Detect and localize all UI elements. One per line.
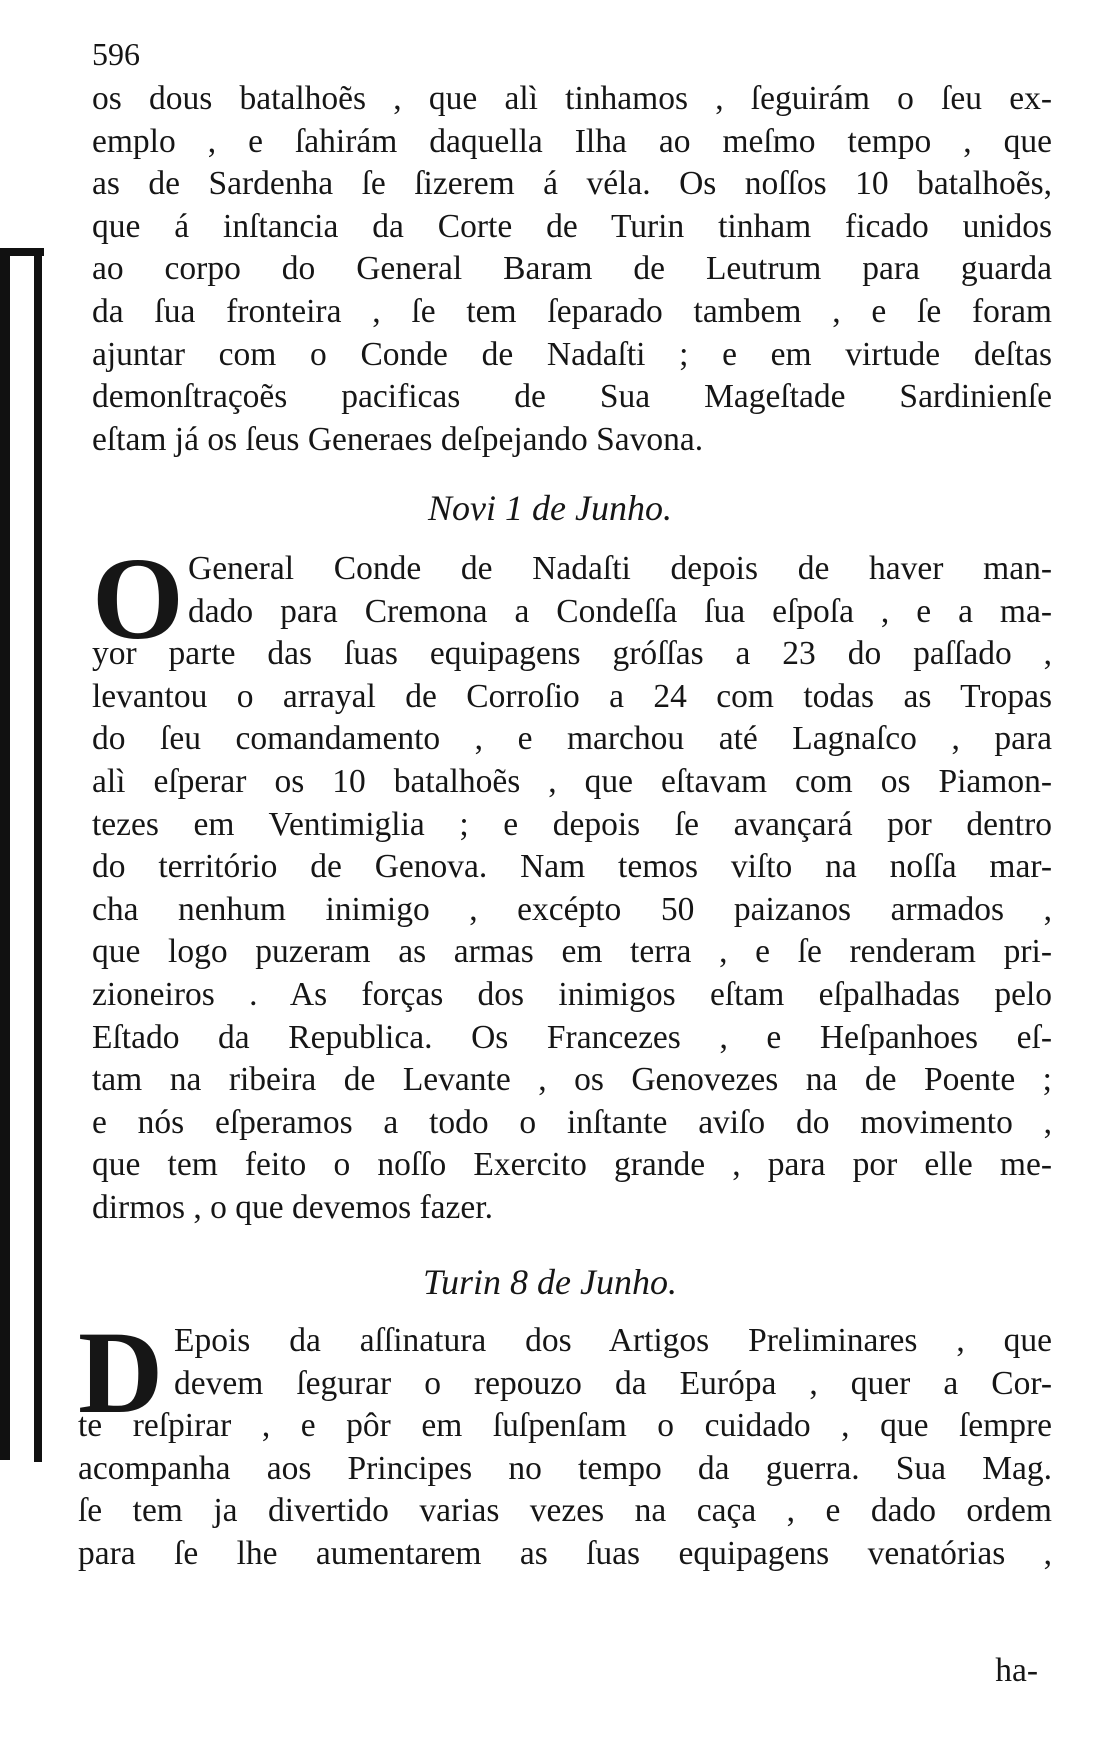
text-line: General Conde de Nadaſti depois de haver man- — [188, 550, 1052, 587]
text-line: as de Sardenha ſe ſizerem á véla. Os noſſos 10 batalhoẽs, — [92, 165, 1052, 203]
page-number: 596 — [92, 36, 140, 72]
text-line: tam na ribeira de Levante , os Genovezes na de Poente ; — [92, 1061, 1052, 1099]
text-line: cha nenhum inimigo , excépto 50 paizanos armados , — [92, 890, 1052, 928]
text-line: Eſtado da Republica. Os Francezes , e Heſpanhoes eſ- — [92, 1018, 1052, 1056]
text-line: que á inſtancia da Corte de Turin tinham ficado unidos — [92, 207, 1052, 245]
dateline-turin: Turin 8 de Junho. — [422, 1262, 677, 1302]
text-line: que tem feito o noſſo Exercito grande , para por elle me- — [92, 1146, 1052, 1184]
text-line: do território de Genova. Nam temos viſto na noſſa mar- — [92, 848, 1052, 886]
text-line: dirmos , o que devemos fazer. — [92, 1188, 493, 1226]
drop-cap-d: D — [78, 1307, 164, 1438]
text-line: ſe tem ja divertido varias vezes na caça , e dado ordem — [78, 1492, 1052, 1530]
text-line: da ſua fronteira , ſe tem ſeparado tambem , e ſe foram — [92, 292, 1052, 330]
catchword: ha- — [995, 1652, 1038, 1689]
text-line: emplo , e ſahirám daquella Ilha ao meſmo tempo , que — [92, 122, 1052, 160]
text-line: ajuntar com o Conde de Nadaſti ; e em virtude deſtas — [92, 335, 1052, 373]
text-line: yor parte das ſuas equipagens gróſſas a 23 do paſſado , — [92, 635, 1052, 673]
text-line: ao corpo do General Baram de Leutrum para guarda — [92, 250, 1052, 288]
text-line: levantou o arrayal de Corroſio a 24 com todas as Tropas — [92, 677, 1052, 715]
text-line: do ſeu comandamento , e marchou até Lagnaſco , para — [92, 720, 1052, 758]
text-line: tezes em Ventimiglia ; e depois ſe avançará por dentro — [92, 805, 1052, 843]
text-line: acompanha aos Principes no tempo da guerra. Sua Mag. — [78, 1449, 1052, 1487]
paragraph-novi — [92, 548, 1052, 1230]
text-line: alì eſperar os 10 batalhoẽs , que eſtavam com os Piamon- — [92, 762, 1052, 800]
dateline-novi: Novi 1 de Junho. — [428, 488, 672, 528]
text-line: eſtam já os ſeus Generaes deſpejando Savona. — [92, 420, 704, 458]
paragraph-turin — [78, 1320, 1052, 1576]
paragraph-continued — [92, 78, 1052, 461]
text-line: dado para Cremona a Condeſſa ſua eſpoſa , e a ma- — [188, 592, 1052, 630]
text-line: que logo puzeram as armas em terra , e ſe renderam pri- — [92, 933, 1052, 971]
text-line: zioneiros . As forças dos inimigos eſtam eſpalhadas pelo — [92, 975, 1052, 1013]
text-line: Epois da aſſinatura dos Artigos Preliminares , que — [174, 1322, 1052, 1359]
text-line: devem ſegurar o repouzo da Európa , quer a Cor- — [174, 1364, 1052, 1402]
text-line: demonſtraçoẽs pacificas de Sua Mageſtade Sardinienſe — [92, 378, 1052, 416]
drop-cap-o: O — [92, 533, 184, 664]
text-line: te reſpirar , e pôr em ſuſpenſam o cuidado , que ſempre — [78, 1407, 1052, 1445]
text-line: e nós eſperamos a todo o inſtante aviſo do movimento , — [92, 1103, 1052, 1141]
text-line: os dous batalhoẽs , que alì tinhamos , ſeguirám o ſeu ex- — [92, 80, 1052, 117]
text-line: para ſe lhe aumentarem as ſuas equipagens venatórias , — [78, 1534, 1052, 1572]
